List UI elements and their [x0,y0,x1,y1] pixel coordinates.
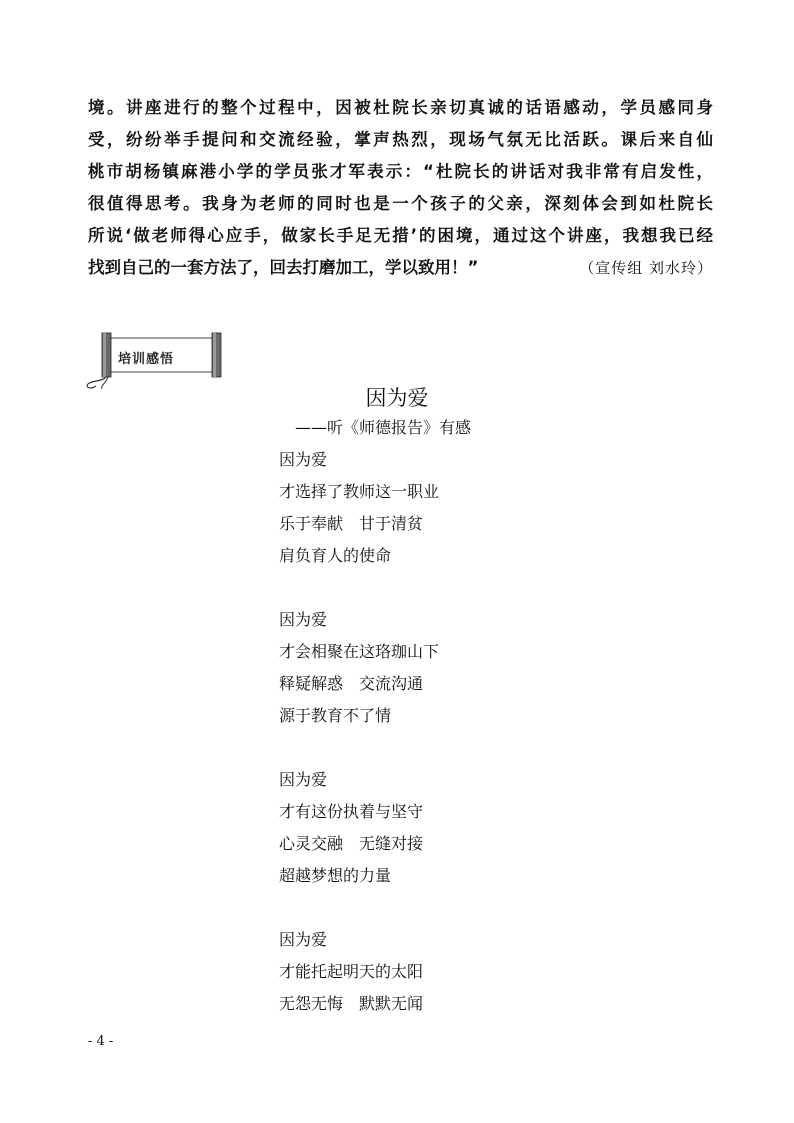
poem-subtitle: ——听《师德报告》有感 [295,418,472,437]
paragraph-line: 很值得思考。我身为老师的同时也是一个孩子的父亲，深刻体会到如杜院长 [88,194,713,213]
poem-line: 才选择了教师这一职业 [279,482,440,501]
poem-line: 无怨无悔 默默无闻 [279,994,424,1013]
poem-line: 肩负育人的使命 [279,546,392,565]
poem-line: 因为爱 [279,770,328,789]
poem-line: 才会相聚在这珞珈山下 [279,642,440,661]
paragraph-line: 所说‘做老师得心应手，做家长手足无措’的困境，通过这个讲座，我想我已经 [88,226,713,245]
poem-line: 才有这份执着与坚守 [279,802,424,821]
poem-line: 心灵交融 无缝对接 [279,834,424,853]
paragraph-line [88,252,713,284]
paragraph-line: 受，纷纷举手提问和交流经验，掌声热烈，现场气氛无比活跃。课后来自仙 [88,130,713,149]
paragraph-line: 境。讲座进行的整个过程中，因被杜院长亲切真诚的话语感动，学员感同身 [88,98,713,117]
poem-line: 乐于奉献 甘于清贫 [279,514,424,533]
banner-label: 培训感悟 [118,352,175,367]
poem-line: 释疑解惑 交流沟通 [279,674,424,693]
author-credit: （宣传组 刘水玲） [579,259,713,277]
section-banner [82,330,227,390]
poem-line: 超越梦想的力量 [279,866,392,885]
page-number: - 4 - [88,1034,114,1049]
poem-title: 因为爱 [365,386,429,410]
poem-line: 因为爱 [279,610,328,629]
poem-line: 才能托起明天的太阳 [279,962,424,981]
poem-line: 源于教育不了情 [279,706,392,725]
poem-line: 因为爱 [279,930,328,949]
paragraph-line: 桃市胡杨镇麻港小学的学员张才军表示：“杜院长的讲话对我非常有启发性， [88,162,713,181]
poem-line: 因为爱 [279,450,328,469]
paragraph-last-text: 找到自己的一套方法了，回去打磨加工，学以致用！” [88,258,479,277]
